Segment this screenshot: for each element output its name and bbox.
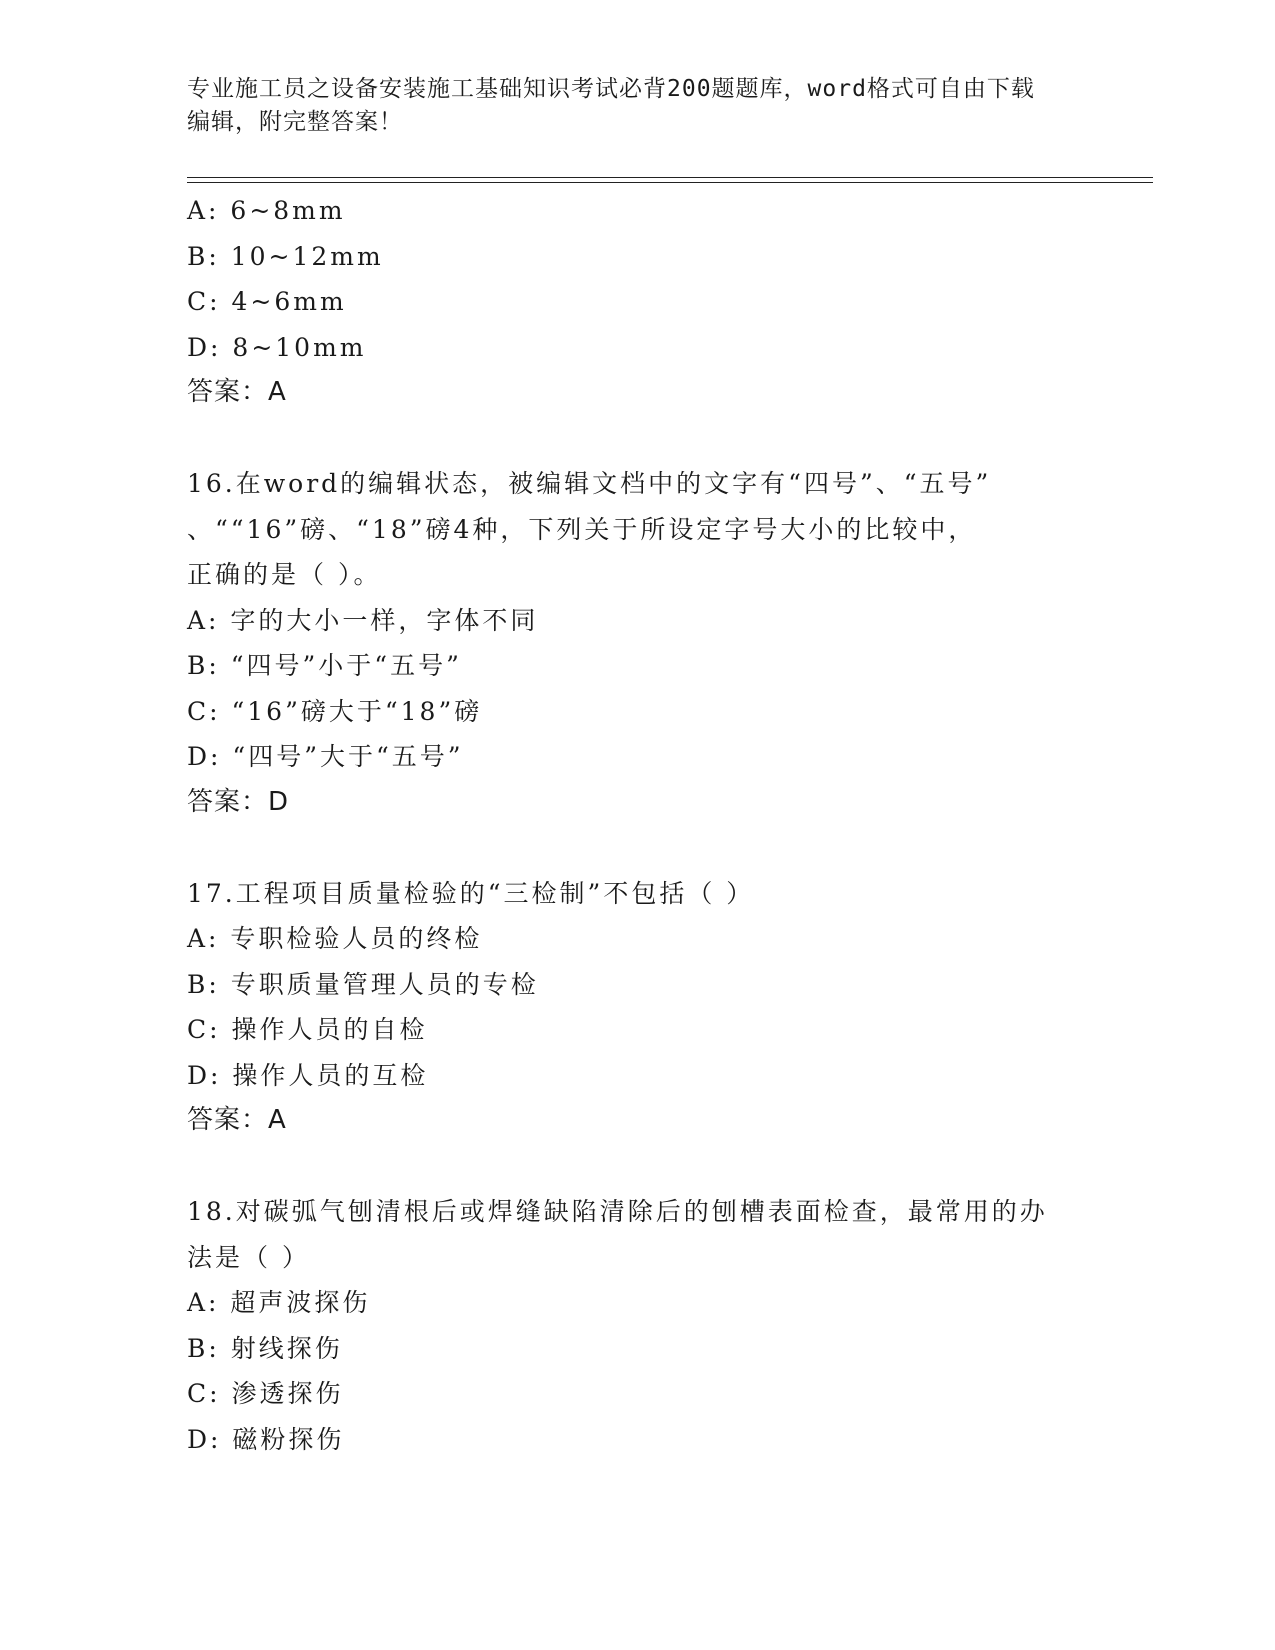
- spacer: [187, 825, 1117, 871]
- question-text-line: 正确的是（ ）。: [187, 560, 382, 589]
- answer: 答案：A: [187, 1105, 287, 1135]
- option-b: B: 射线探伤: [187, 1333, 343, 1363]
- question-17: [187, 871, 1117, 1144]
- document-header: [187, 73, 1067, 139]
- option-c: C: “16”磅大于“18”磅: [187, 696, 483, 726]
- option-d: D: 操作人员的互检: [187, 1060, 429, 1090]
- question-text-line: 、““16”磅、“18”磅4种，下列关于所设定字号大小的比较中，: [187, 514, 977, 544]
- option-d: D: 8~10mm: [187, 332, 367, 362]
- header-rule-top: [187, 177, 1153, 178]
- spacer: [187, 416, 1117, 462]
- question-text-line: 18.对碳弧气刨清根后或焊缝缺陷清除后的刨槽表面检查，最常用的办: [187, 1197, 1048, 1226]
- question-15: [187, 188, 1117, 416]
- option-d: D: 磁粉探伤: [187, 1424, 345, 1454]
- option-c: C: 操作人员的自检: [187, 1015, 428, 1044]
- option-c: C: 渗透探伤: [187, 1379, 344, 1408]
- question-16: [187, 461, 1117, 825]
- option-a: A: 字的大小一样，字体不同: [187, 605, 539, 635]
- option-b: B: 专职质量管理人员的专检: [187, 969, 539, 999]
- option-b: B: 10~12mm: [187, 241, 384, 271]
- spacer: [187, 1144, 1117, 1190]
- header-line-1: 专业施工员之设备安装施工基础知识考试必背200题题库，word格式可自由下载: [187, 76, 1035, 102]
- question-list: [187, 188, 1117, 1462]
- question-text-line: 16.在word的编辑状态，被编辑文档中的文字有“四号”、“五号”: [187, 469, 992, 498]
- answer: 答案：A: [187, 377, 287, 407]
- header-rule-bottom: [187, 182, 1153, 183]
- option-a: A: 6~8mm: [187, 196, 346, 225]
- question-text-line: 17.工程项目质量检验的“三检制”不包括（ ）: [187, 878, 755, 908]
- option-c: C: 4~6mm: [187, 287, 347, 316]
- question-18: [187, 1189, 1117, 1462]
- header-line-2: 编辑，附完整答案！: [187, 109, 403, 135]
- question-text-line: 法是（ ）: [187, 1242, 310, 1272]
- answer: 答案：D: [187, 786, 290, 817]
- option-d: D: “四号”大于“五号”: [187, 742, 464, 771]
- option-b: B: “四号”小于“五号”: [187, 651, 462, 680]
- option-a: A: 超声波探伤: [187, 1288, 371, 1317]
- option-a: A: 专职检验人员的终检: [187, 924, 483, 953]
